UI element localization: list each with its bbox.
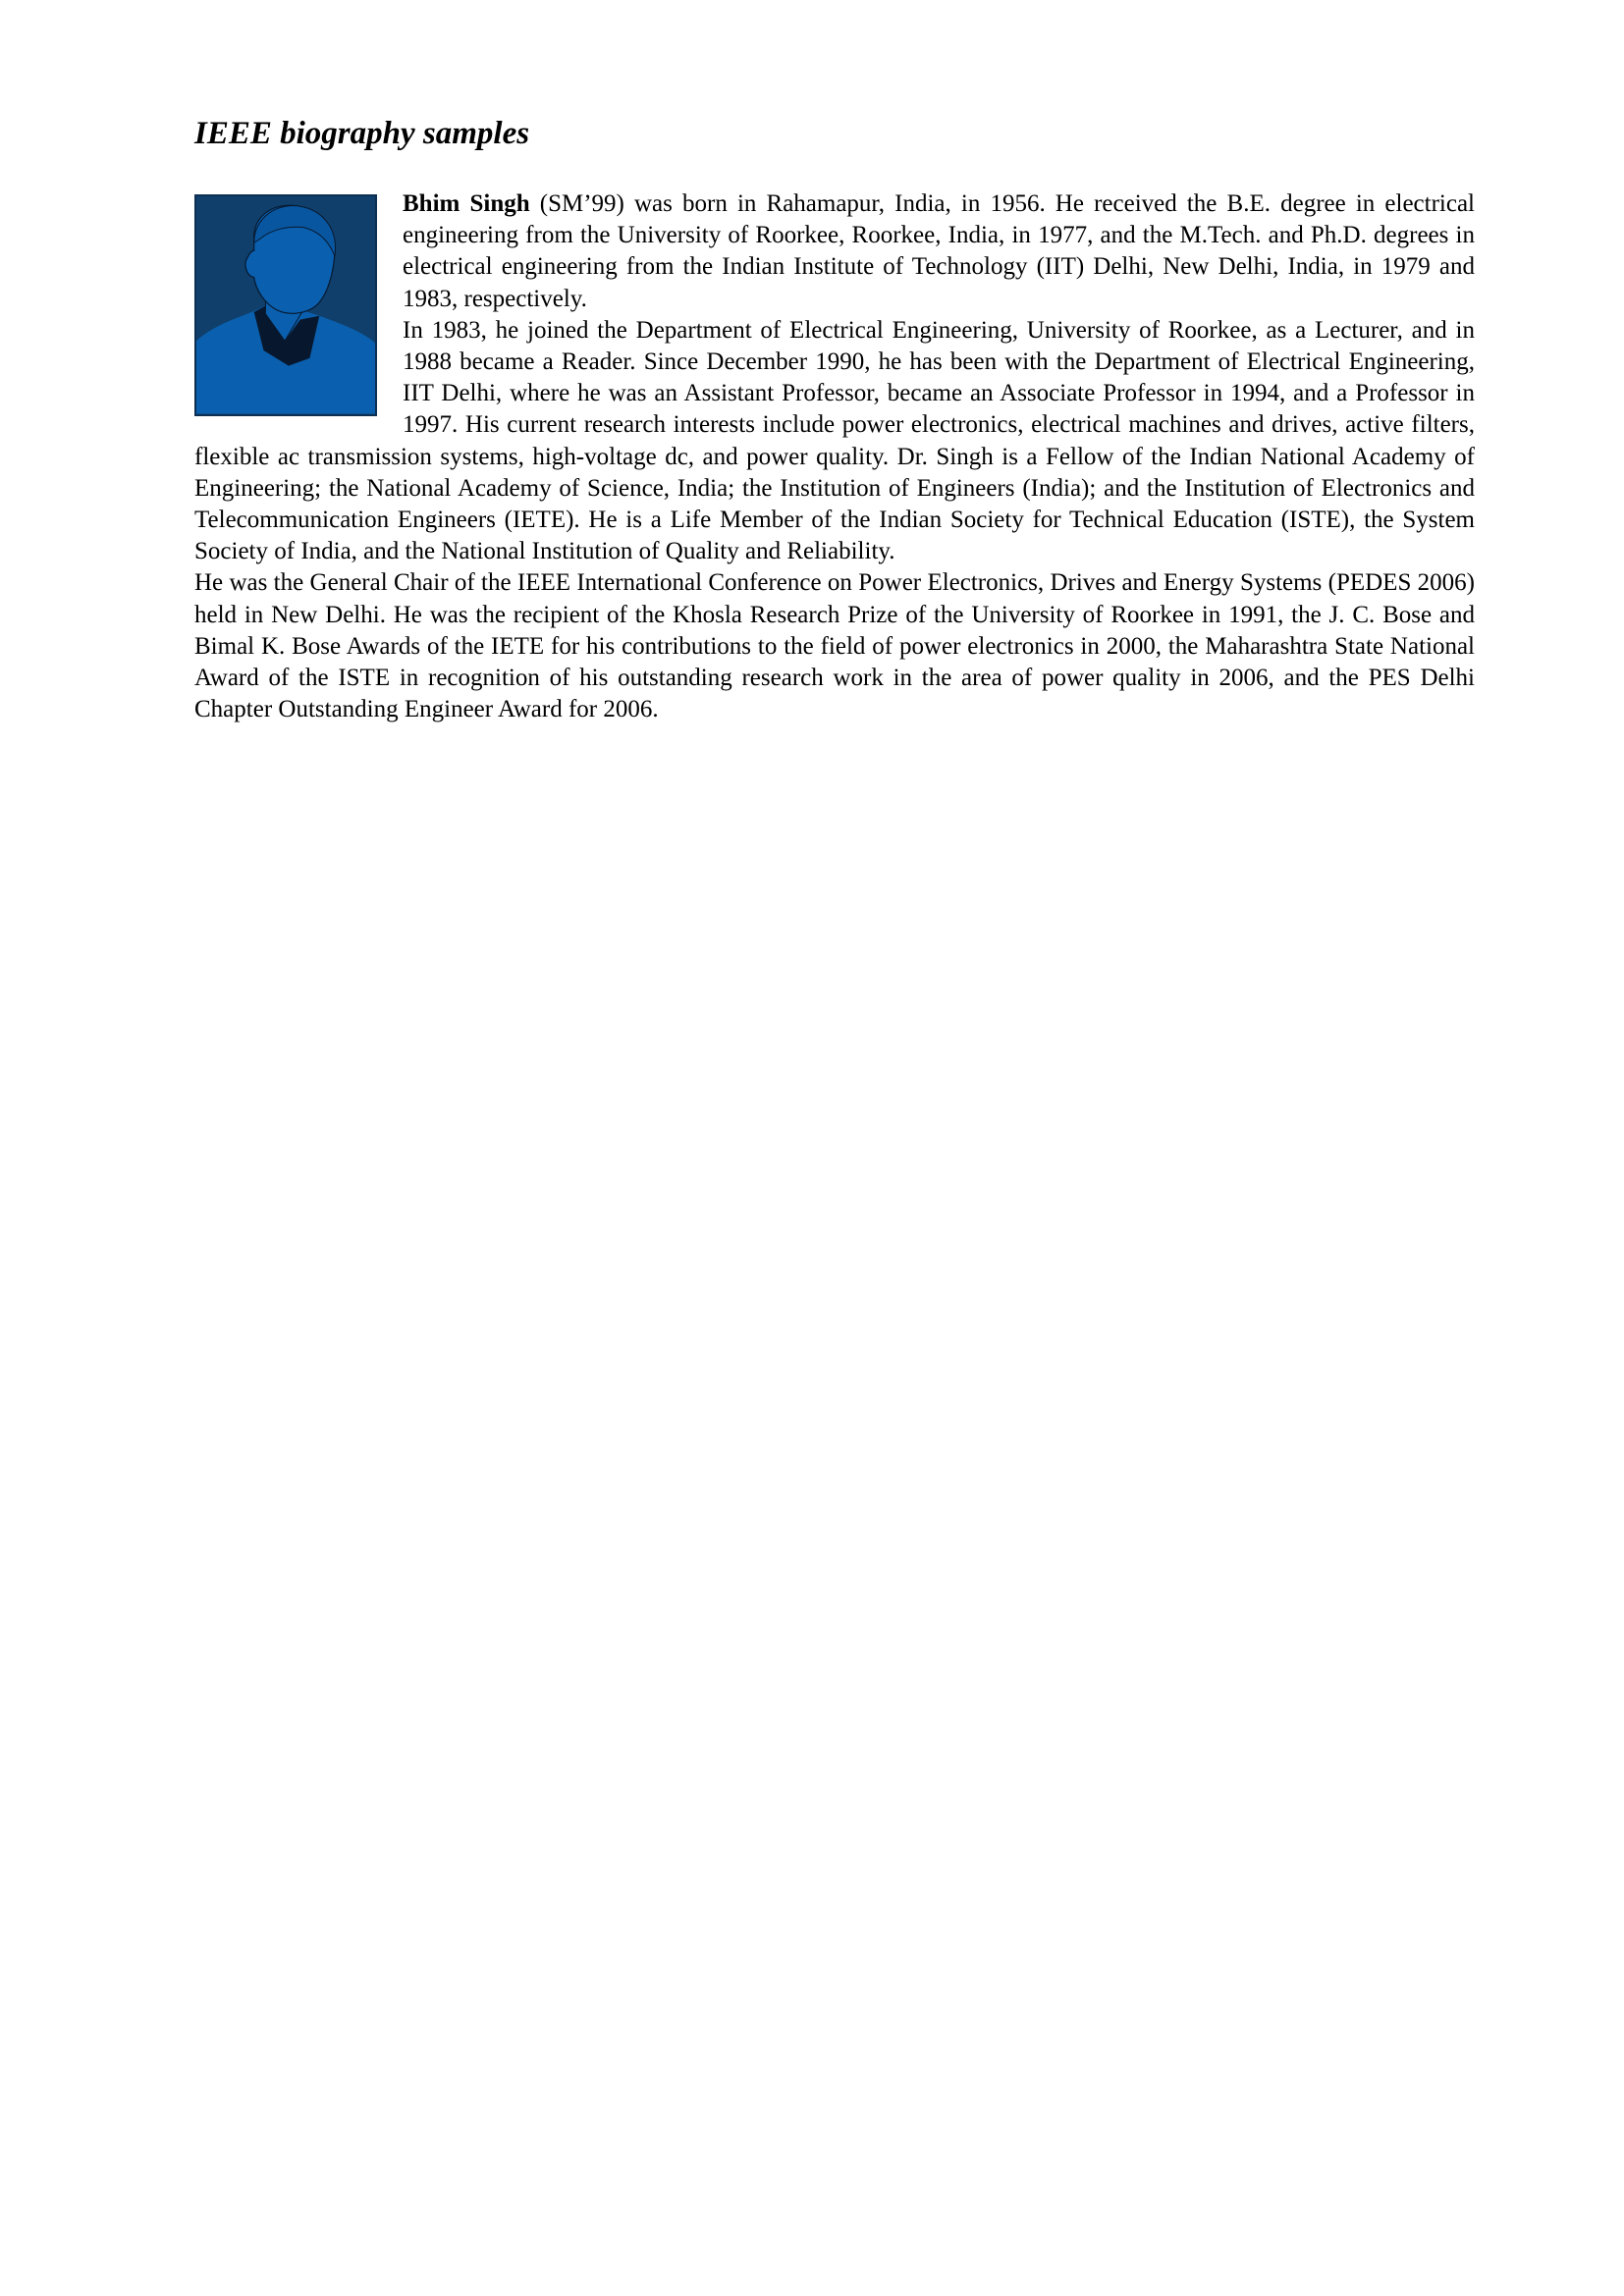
bio-paragraph-2: In 1983, he joined the Department of Electrical Engineering, University of Roorkee, as a Lecturer, and in 1988 became a Reader. Since December 1990, he has been with the Department of Electrical Engineering, IIT Delhi, where he was an Assistant Professor, became an Associate Professor in 1994, and a Professor in 1997. His current research interests include power electronics, electrical machines and drives, active filters, flexible ac transmission systems, high-voltage dc, and power quality. Dr. Singh is a Fellow of the Indian National Academy of Engineering; the National Academy of Science, India; the Institution of Engineers (India); and the Institution of Electronics and Telecommunication Engineers (IETE). He is a Life Member of the Indian Society for Technical Education (ISTE), the System Society of India, and the National Institution of Quality and Reliability. (194, 316, 1475, 565)
biography-section (194, 188, 1475, 725)
document-page (194, 110, 1475, 725)
page-title: IEEE biography samples (194, 116, 530, 151)
author-photo (194, 194, 377, 416)
person-silhouette-icon (196, 196, 375, 414)
bio-paragraph-3: He was the General Chair of the IEEE International Conference on Power Electronics, Drives and Energy Systems (PEDES 2006) held in New Delhi. He was the recipient of the Khosla Research Prize of the University of Roorkee in 1991, the J. C. Bose and Bimal K. Bose Awards of the IETE for his contributions to the field of power electronics in 2000, the Maharashtra State National Award of the ISTE in recognition of his outstanding research work in the area of power quality in 2006, and the PES Delhi Chapter Outstanding Engineer Award for 2006. (194, 569, 1475, 723)
author-name: Bhim Singh (403, 190, 530, 217)
bio-paragraph-1-text: (SM’99) was born in Rahamapur, India, in 1956. He received the B.E. degree in electrical engineering from the University of Roorkee, Roorkee, India, in 1977, and the M.Tech. and Ph.D. degrees in electrical engineering from the Indian Institute of Technology (IIT) Delhi, New Delhi, India, in 1979 and 1983, respectively. (403, 190, 1475, 312)
bio-paragraph-1 (194, 188, 1475, 315)
